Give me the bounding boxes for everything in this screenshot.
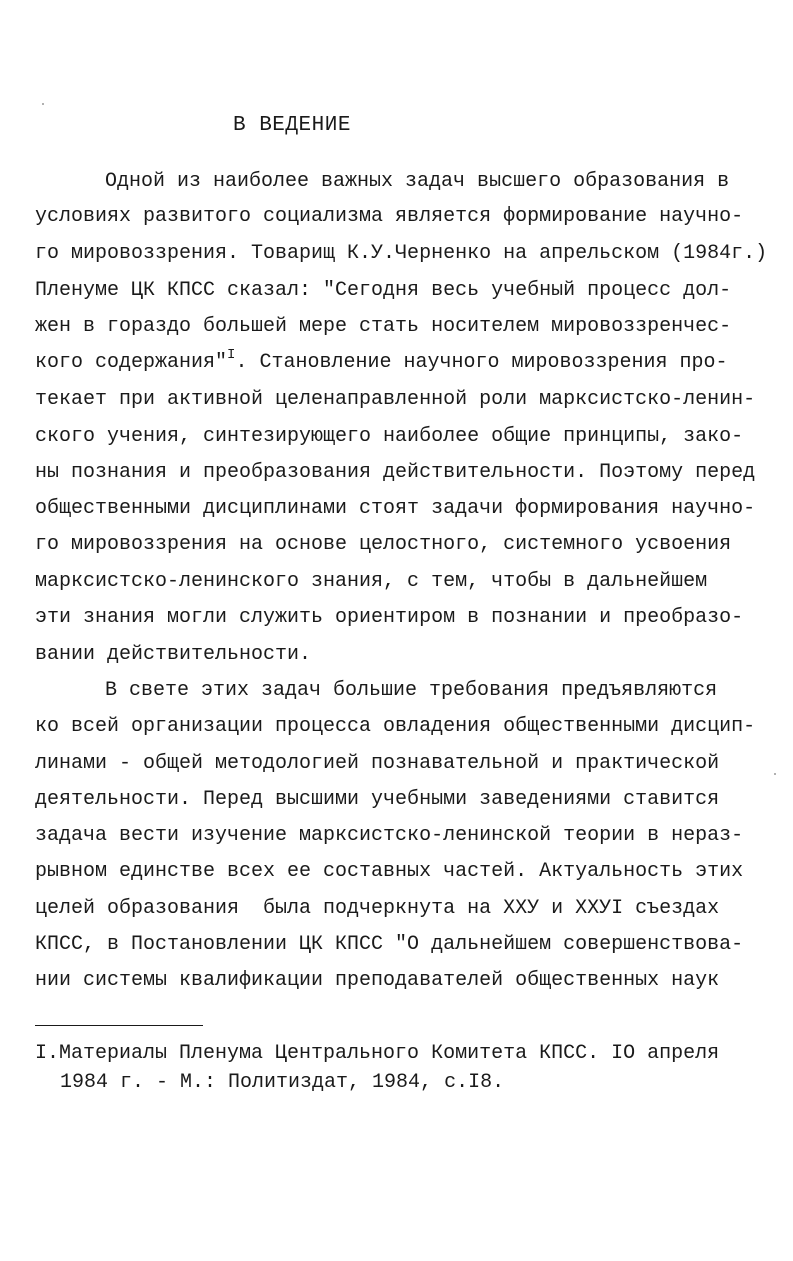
paragraph-line: ко всей организации процесса овладения общественными дисцип- <box>35 715 756 738</box>
paragraph-line: деятельности. Перед высшими учебными заведениями ставится <box>35 788 720 811</box>
paragraph-line: жен в гораздо большей мере стать носителем мировоззренчес- <box>35 315 732 338</box>
paragraph-line: общественными дисциплинами стоят задачи формирования научно- <box>35 497 756 520</box>
paragraph-line: задача вести изучение марксистско-ленинской теории в нераз- <box>35 824 744 847</box>
paragraph-line: линами - общей методологией познавательной и практической <box>35 752 720 775</box>
paragraph-line: целей образования была подчеркнута на ХХУ и ХХУI съездах <box>35 897 720 920</box>
paragraph-line: рывном единстве всех ее составных частей. Актуальность этих <box>35 860 744 883</box>
paragraph-line: ны познания и преобразования действительности. Поэтому перед <box>35 461 756 484</box>
paragraph-line: В свете этих задач большие требования предъявляются <box>105 679 718 702</box>
paragraph-line: КПСС, в Постановлении ЦК КПСС "О дальнейшем совершенствова- <box>35 933 744 956</box>
paragraph-line: Пленуме ЦК КПСС сказал: "Сегодня весь учебный процесс дол- <box>35 279 732 302</box>
paragraph-line: вании действительности. <box>35 643 312 666</box>
paragraph-line: го мировоззрения. Товарищ К.У.Черненко на апрельском (1984г.) <box>35 242 768 265</box>
scan-speck <box>774 773 776 775</box>
paragraph-line: Одной из наиболее важных задач высшего образования в <box>105 170 730 193</box>
paragraph-line: текает при активной целенаправленной роли марксистско-ленин- <box>35 388 756 411</box>
footnote-line: I.Материалы Пленума Центрального Комитета КПСС. IO апреля <box>35 1042 720 1065</box>
section-heading: В ВЕДЕНИЕ <box>233 114 351 137</box>
paragraph-line-text: . Становление научного мировоззрения про- <box>235 351 728 374</box>
paragraph-line-with-footnote <box>35 347 728 376</box>
paragraph-line: нии системы квалификации преподавателей общественных наук <box>35 969 720 992</box>
paragraph-line: условиях развитого социализма является формирование научно- <box>35 205 744 228</box>
paragraph-line: марксистско-ленинского знания, с тем, чтобы в дальнейшем <box>35 570 708 593</box>
scan-speck <box>42 103 44 105</box>
paragraph-line: эти знания могли служить ориентиром в познании и преобразо- <box>35 606 744 629</box>
footnote-line: 1984 г. - М.: Политиздат, 1984, с.I8. <box>60 1071 505 1094</box>
footnote-marker: I <box>227 347 236 363</box>
footnote-separator <box>35 1025 203 1026</box>
paragraph-line-text: кого содержания" <box>35 351 228 374</box>
paragraph-line: го мировоззрения на основе целостного, системного усвоения <box>35 533 732 556</box>
paragraph-line: ского учения, синтезирующего наиболее общие принципы, зако- <box>35 425 744 448</box>
